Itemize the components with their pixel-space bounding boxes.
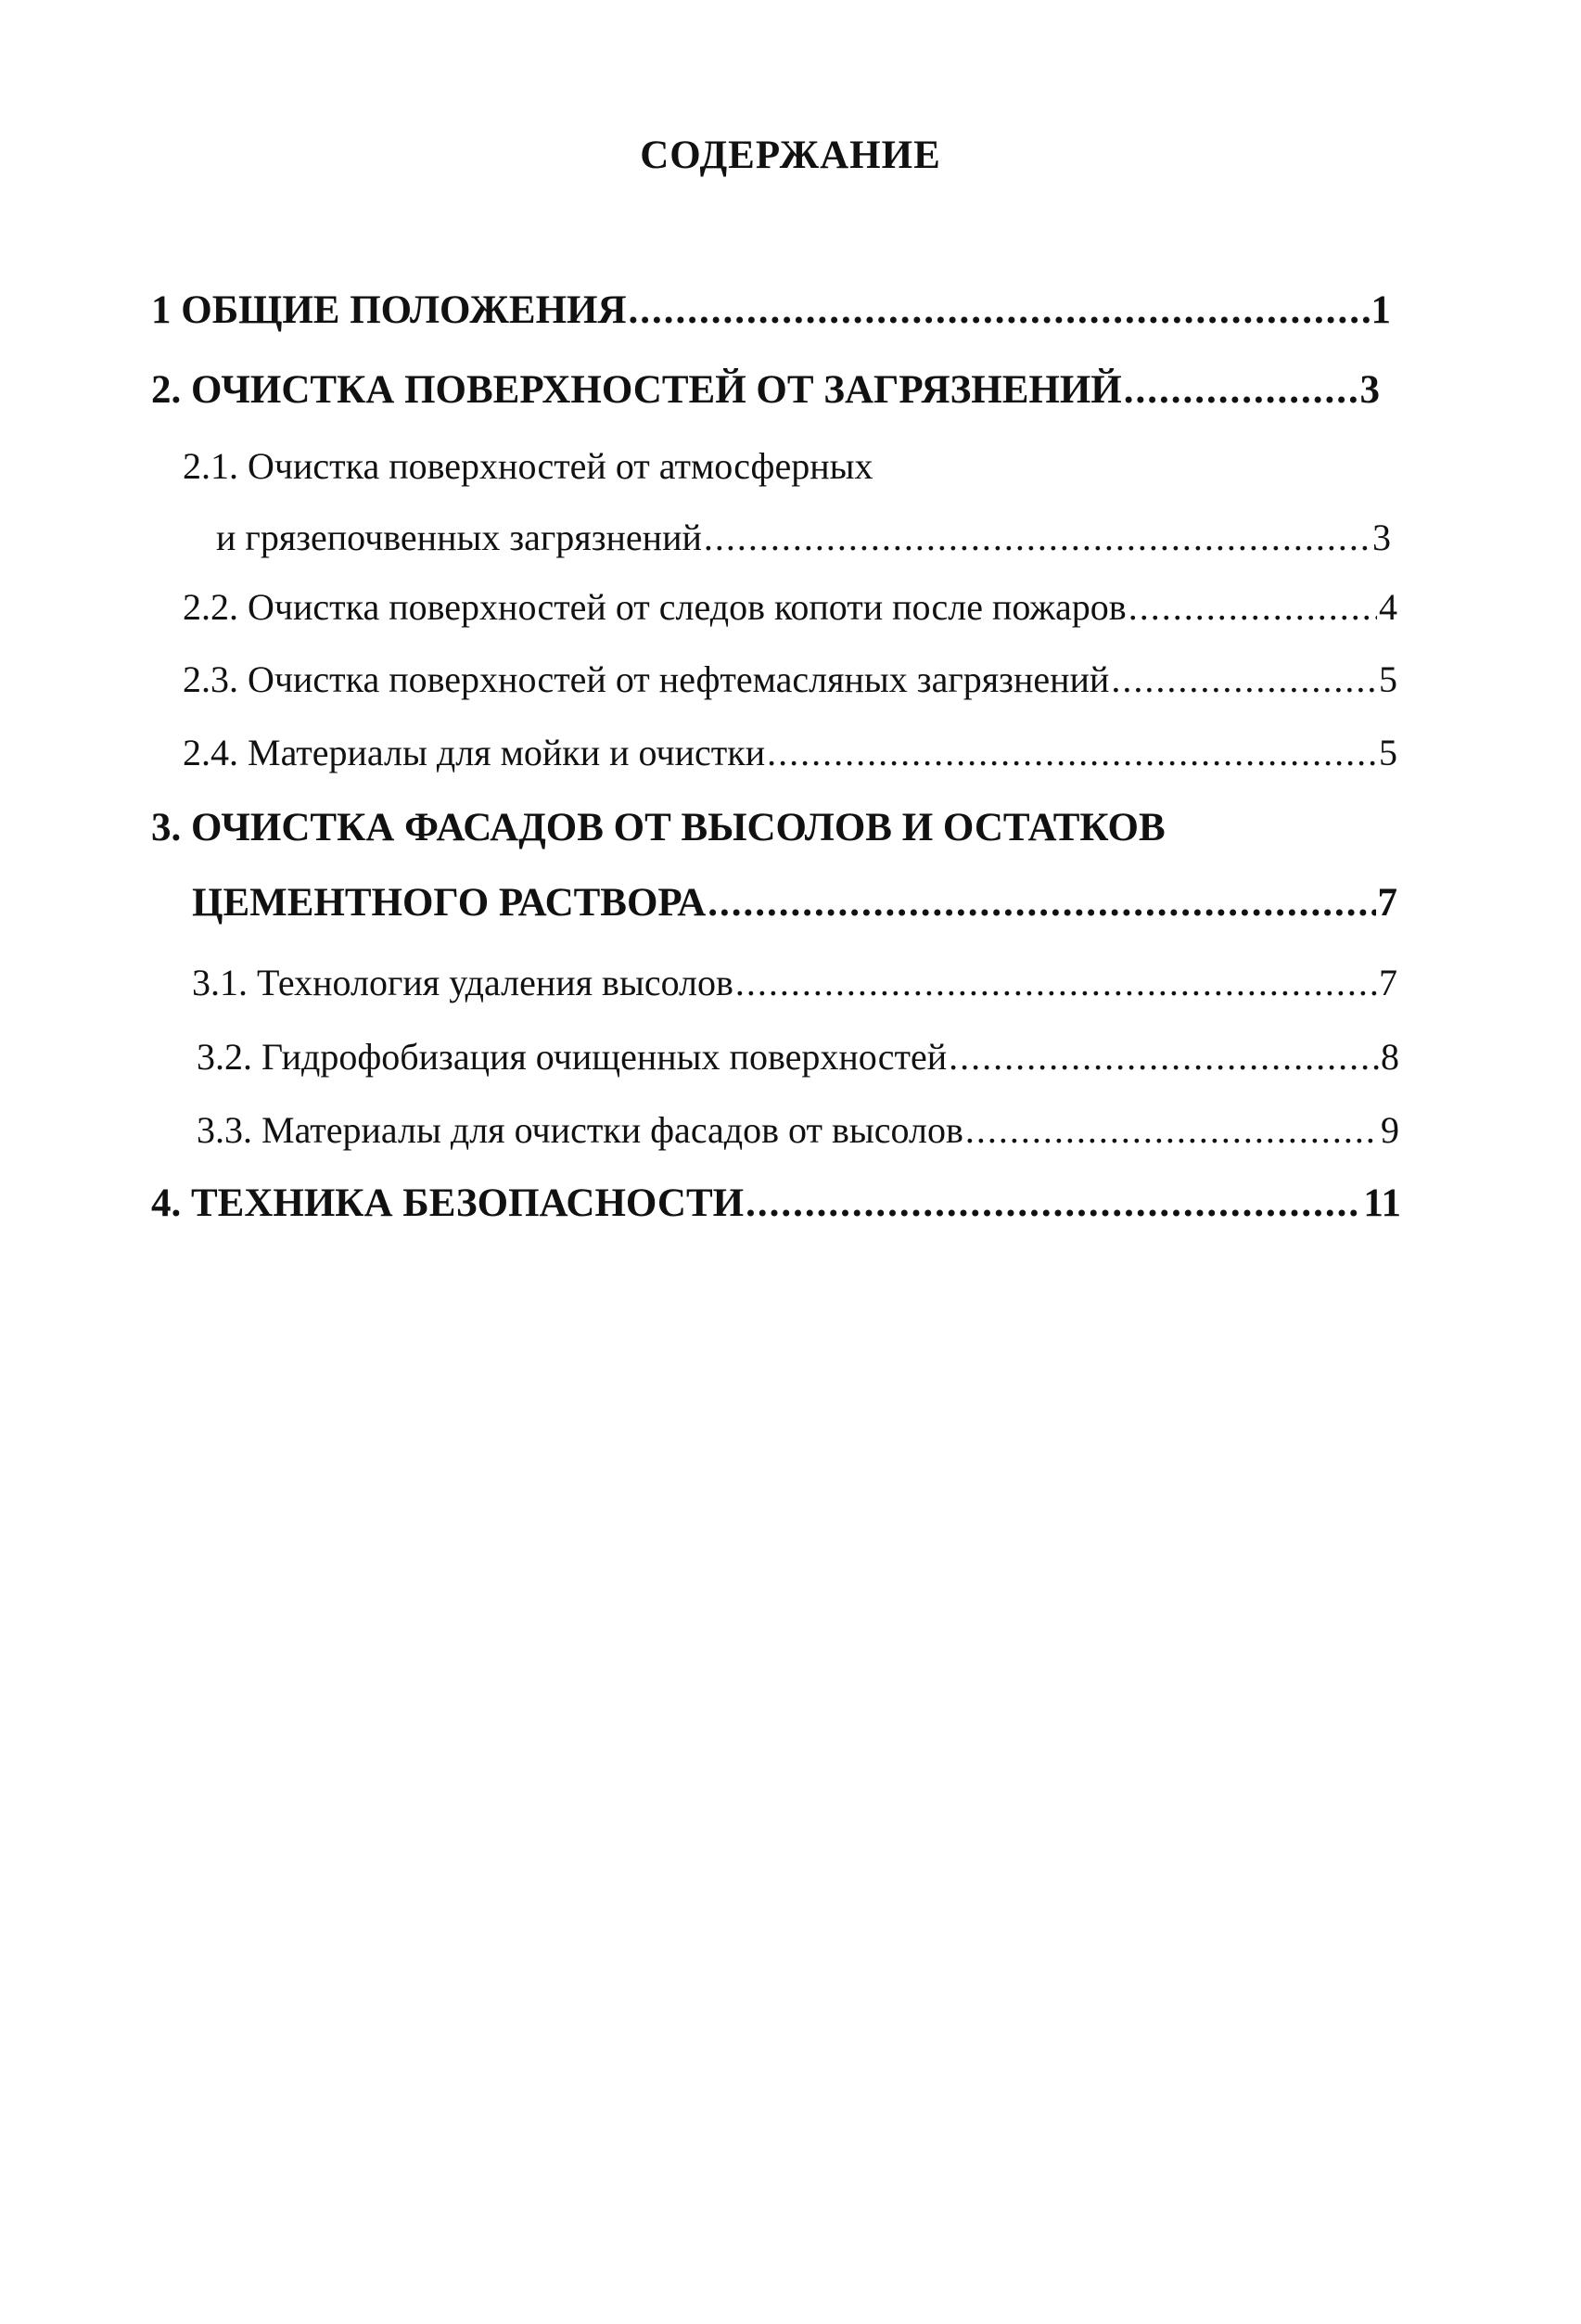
toc-page-number: 5 (1379, 732, 1397, 773)
toc-entry-label: 3.2. Гидрофобизация очищенных поверхностей (197, 1036, 948, 1078)
toc-entry-4[interactable] (151, 1176, 1401, 1232)
toc-entry-label: 3.1. Технология удаления высолов (192, 962, 733, 1003)
toc-entry-3[interactable] (192, 875, 1397, 931)
toc-entry-label: 3.3. Материалы для очистки фасадов от высолов (197, 1109, 963, 1151)
toc-dot-leader (733, 955, 1377, 1011)
toc-entry-label: 2.2. Очистка поверхностей от следов копоти после пожаров (183, 586, 1127, 628)
toc-entry-2-3[interactable] (183, 652, 1397, 708)
toc-entry-2[interactable] (151, 363, 1380, 418)
toc-dot-leader (744, 1176, 1361, 1232)
page-title: СОДЕРЖАНИЕ (640, 134, 941, 177)
toc-page-number: 11 (1363, 1181, 1401, 1225)
toc-dot-leader (706, 875, 1375, 931)
toc-page-number: 5 (1379, 658, 1397, 700)
toc-dot-leader (947, 1029, 1379, 1085)
toc-dot-leader (1109, 652, 1377, 708)
toc-entry-label: и грязепочвенных загрязнений (216, 517, 702, 558)
toc-entry-label: 2. ОЧИСТКА ПОВЕРХНОСТЕЙ ОТ ЗАГРЯЗНЕНИЙ (151, 368, 1122, 412)
toc-entry-2-2[interactable] (183, 580, 1397, 635)
toc-page-number: 8 (1381, 1036, 1399, 1078)
toc-dot-leader (627, 283, 1370, 338)
toc-entry-2-4[interactable] (183, 725, 1397, 781)
toc-entry-label: 1 ОБЩИЕ ПОЛОЖЕНИЯ (151, 288, 627, 332)
toc-entry-1[interactable] (151, 283, 1391, 338)
toc-dot-leader (1127, 580, 1377, 635)
toc-entry-label: 2.3. Очистка поверхностей от нефтемасляных загрязнений (183, 658, 1110, 700)
toc-entry-3-2[interactable] (197, 1029, 1399, 1085)
toc-dot-leader (963, 1103, 1379, 1158)
toc-entry-3-1[interactable] (192, 955, 1397, 1011)
toc-entry-label: 2.4. Материалы для мойки и очистки (183, 732, 766, 773)
toc-entry-3-3[interactable] (197, 1103, 1399, 1158)
toc-entry-label: ЦЕМЕНТНОГО РАСТВОРА (192, 881, 707, 925)
toc-page-number: 3 (1372, 517, 1391, 558)
toc-page-number: 3 (1359, 368, 1380, 412)
toc-dot-leader (1122, 363, 1358, 418)
toc-page-number: 1 (1371, 288, 1391, 332)
toc-entry-2-1[interactable] (216, 510, 1391, 566)
toc-entry-3-line1[interactable]: 3. ОЧИСТКА ФАСАДОВ ОТ ВЫСОЛОВ И ОСТАТКОВ (151, 806, 1166, 849)
toc-dot-leader (765, 725, 1377, 781)
toc-page-number: 7 (1377, 881, 1397, 925)
toc-page-number: 7 (1379, 962, 1397, 1003)
toc-page-number: 4 (1379, 586, 1397, 628)
toc-entry-label: 4. ТЕХНИКА БЕЗОПАСНОСТИ (151, 1181, 745, 1225)
toc-dot-leader (702, 510, 1371, 566)
toc-page-number: 9 (1381, 1109, 1399, 1151)
toc-entry-2-1-line1[interactable]: 2.1. Очистка поверхностей от атмосферных (183, 445, 873, 487)
